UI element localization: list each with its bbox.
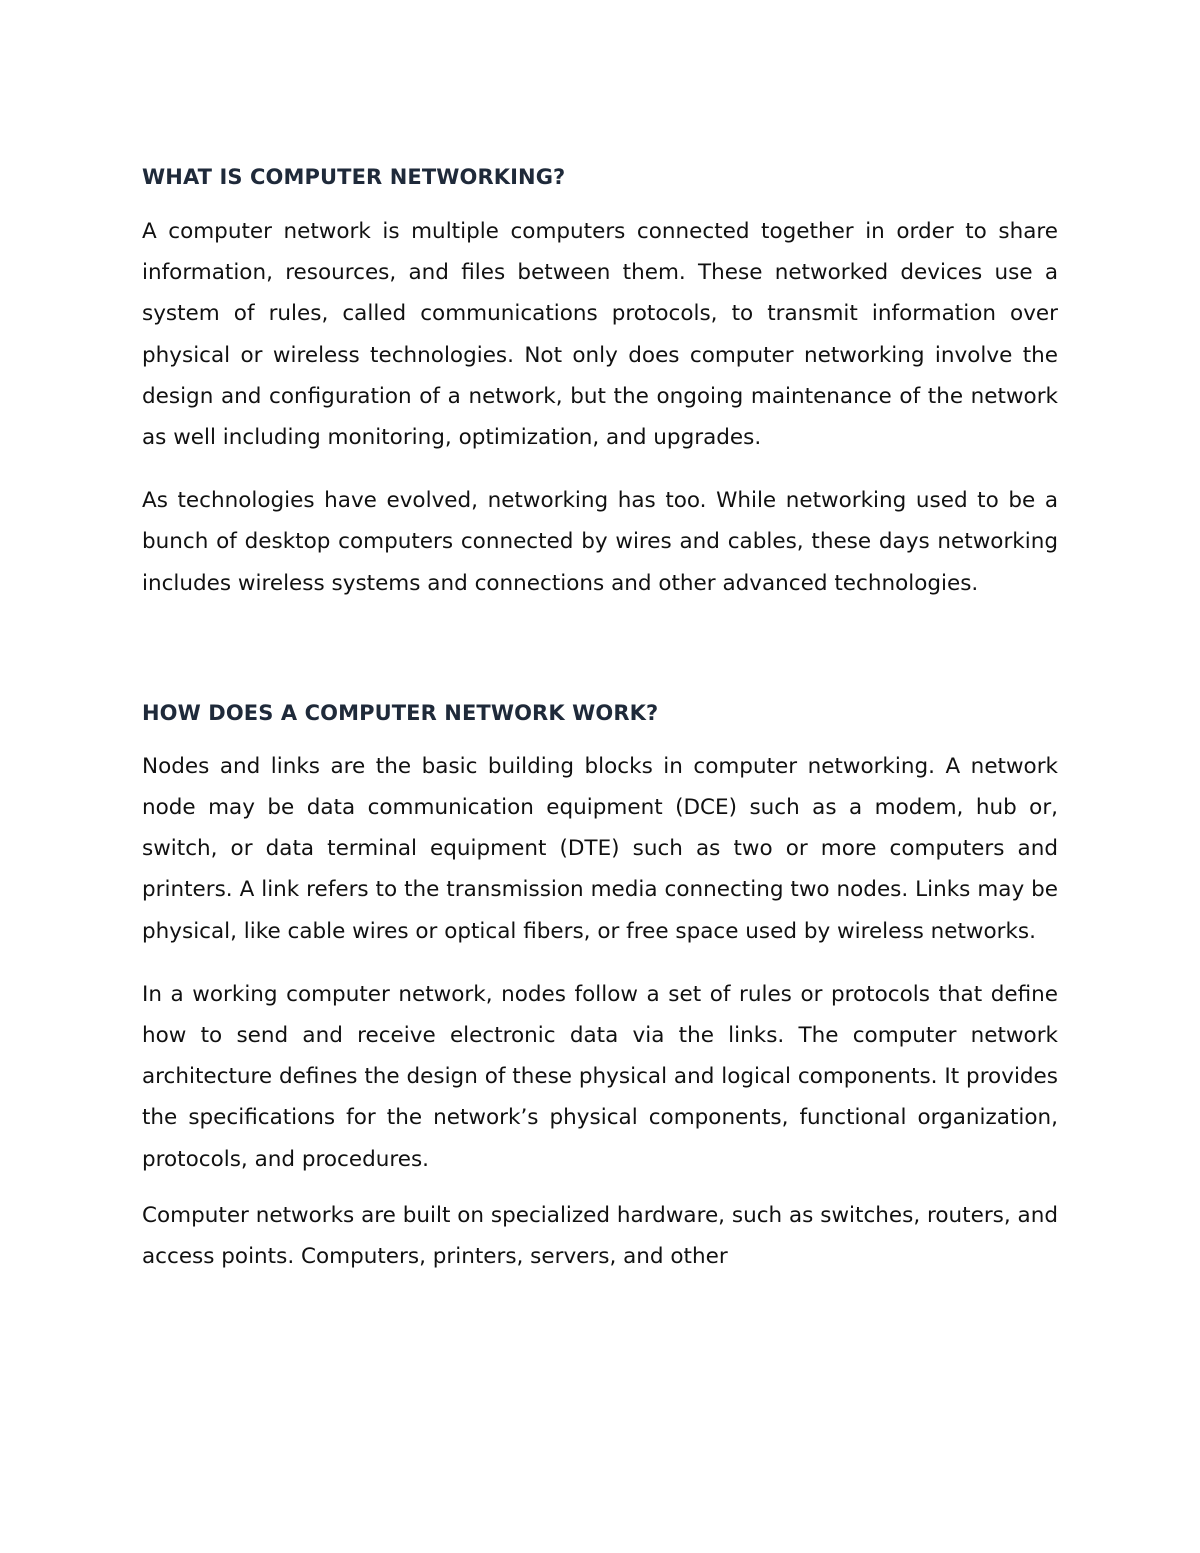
paragraph-definition: A computer network is multiple computers connected together in order to share information, resources, and files between them. These networked devices use a system of rules, called communications protocols, to transmit information over physical or wireless technologies. Not only does computer networking involve the design and configuration of a network, but the ongoing maintenance of the network as well including monitoring, optimization, and upgrades.: [142, 219, 1058, 451]
paragraph-evolution: As technologies have evolved, networking has too. While networking used to be a bunch of desktop computers connected by wires and cables, these days networking includes wireless systems and connections and other advanced technologies.: [142, 488, 1058, 596]
section-heading-how-network-works: HOW DOES A COMPUTER NETWORK WORK?: [142, 700, 659, 725]
paragraph-protocols: In a working computer network, nodes follow a set of rules or protocols that define how to send and receive electronic data via the links. The computer network architecture defines the design of these physical and logical components. It provides the specifications for the network’s physical components, functional organization, protocols, and procedures.: [142, 981, 1058, 1172]
paragraph-nodes-links: Nodes and links are the basic building blocks in computer networking. A network node may be data communication equipment (DCE) such as a modem, hub or, switch, or data terminal equipment (DTE) such as two or more computers and printers. A link refers to the transmission media connecting two nodes. Links may be physical, like cable wires or optical fibers, or free space used by wireless networks.: [142, 753, 1058, 944]
section-heading-what-is-networking: WHAT IS COMPUTER NETWORKING?: [142, 165, 566, 189]
document-body: [142, 160, 1058, 1277]
paragraph-hardware: Computer networks are built on specialized hardware, such as switches, routers, and access points. Computers, printers, servers, and other: [142, 1202, 1058, 1270]
